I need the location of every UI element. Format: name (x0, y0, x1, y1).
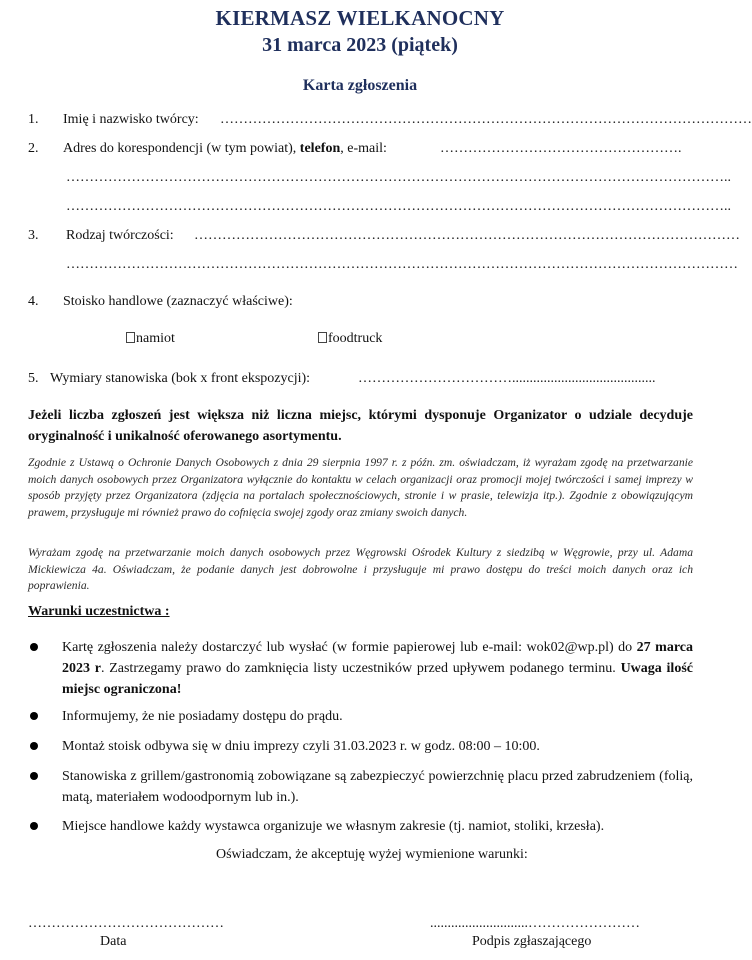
option-namiot[interactable] (126, 331, 175, 347)
field-2-label: Adres do korespondencji (w tym powiat), telefon, e-mail: (63, 141, 387, 156)
page-title: KIERMASZ WIELKANOCNY (215, 6, 505, 30)
address-field-line-3[interactable]: …………………………………………………………………………………………………………………………….. (66, 199, 731, 214)
namiot-checkbox[interactable] (126, 332, 135, 343)
conditions-heading: Warunki uczestnictwa : (28, 604, 170, 619)
field-5-number: 5. (28, 371, 39, 386)
condition-item-equipment: Miejsce handlowe każdy wystawca organizuje we własnym zakresie (tj. namiot, stoliki, krzesła). (62, 819, 605, 834)
signature-label: Podpis zgłaszającego (472, 934, 592, 949)
bullet-icon (30, 742, 38, 750)
signature-field[interactable]: ............................…………………… (430, 916, 640, 931)
date-label: Data (100, 934, 127, 949)
field-4-label: Stoisko handlowe (zaznaczyć właściwe): (63, 294, 293, 309)
field-3-label: Rodzaj twórczości: (66, 228, 174, 243)
stand-size-field[interactable]: ……………………………......................................... (358, 371, 656, 386)
condition-item-submission: Kartę zgłoszenia należy dostarczyć lub wysłać (w formie papierowej lub e-mail: wok02@wp.pl) do 27 marca 2023 r. Zastrzegamy prawo do zamknięcia listy uczestników przed upływem podanego terminu. Uwaga ilość miejsc ograniczona! (62, 640, 693, 697)
field-2-number: 2. (28, 141, 39, 156)
bullet-icon (30, 712, 38, 720)
gdpr-consent-paragraph: Zgodnie z Ustawą o Ochronie Danych Osobowych z dnia 29 sierpnia 1997 r. z późn. zm. oświadczam, iż wyrażam zgodę na przetwarzanie moich danych osobowych przez Organizatora wyłącznie do kontaktu w celach organizacji oraz promocji mojej twórczości i samej imprezy w sposób przyjęty przez Organizatora (zdjęcia na portalach społecznościowych, stronie i w prasie, telewizja itp.). Zgodnie z obowiązującym prawem, przysługuje mi również prawo do cofnięcia swojej zgody oraz zmiany swoich danych. (28, 456, 693, 519)
bullet-icon (30, 643, 38, 651)
condition-item-grill: Stanowiska z grillem/gastronomią zobowiązane są zabezpieczyć powierzchnię placu przed zabrudzeniem (folią, matą, materiałem wodoodpornym lub in.). (62, 769, 693, 805)
foodtruck-checkbox[interactable] (318, 332, 327, 343)
bullet-icon (30, 772, 38, 780)
craft-type-field-line-2[interactable]: ……………………………………………………………………………………………………………………………… (66, 257, 738, 272)
field-5-label: Wymiary stanowiska (bok x front ekspozycji): (50, 371, 311, 386)
event-date: 31 marca 2023 (piątek) (262, 34, 458, 56)
bullet-icon (30, 822, 38, 830)
address-field-line-1[interactable]: ……………………………………………. (440, 141, 682, 156)
field-4-number: 4. (28, 294, 39, 309)
selection-notice: Jeżeli liczba zgłoszeń jest większa niż liczna miejsc, którymi dysponuje Organizator o udziale decyduje oryginalność i unikalność oferowanego asortymentu. (28, 408, 693, 444)
option-foodtruck[interactable] (318, 331, 382, 347)
craft-type-field[interactable]: ……………………………………………………………………………………………………… (194, 228, 740, 243)
data-processing-consent-paragraph: Wyrażam zgodę na przetwarzanie moich danych osobowych przez Węgrowski Ośrodek Kultury z siedzibą w Węgrowie, przy ul. Adama Mickiewicza 4a. Oświadczam, że podanie danych jest dobrowolne i przysługuje mi prawo dostępu do treści moich danych oraz ich poprawienia. (28, 546, 693, 592)
condition-item-power: Informujemy, że nie posiadamy dostępu do prądu. (62, 709, 343, 724)
option-foodtruck-label: foodtruck (328, 331, 383, 346)
date-field[interactable]: …………………………………… (28, 916, 224, 931)
option-namiot-label: namiot (136, 331, 175, 346)
field-3-number: 3. (28, 228, 39, 243)
field-1-number: 1. (28, 112, 39, 127)
declaration-text: Oświadczam, że akceptuję wyżej wymienione warunki: (216, 847, 528, 862)
name-field[interactable]: …………………………………………………………………………………………………… (220, 112, 752, 127)
field-1-label: Imię i nazwisko twórcy: (63, 112, 199, 127)
form-subtitle: Karta zgłoszenia (302, 77, 418, 94)
address-field-line-2[interactable]: …………………………………………………………………………………………………………………………….. (66, 170, 731, 185)
condition-item-setup: Montaż stoisk odbywa się w dniu imprezy czyli 31.03.2023 r. w godz. 08:00 – 10:00. (62, 739, 540, 754)
